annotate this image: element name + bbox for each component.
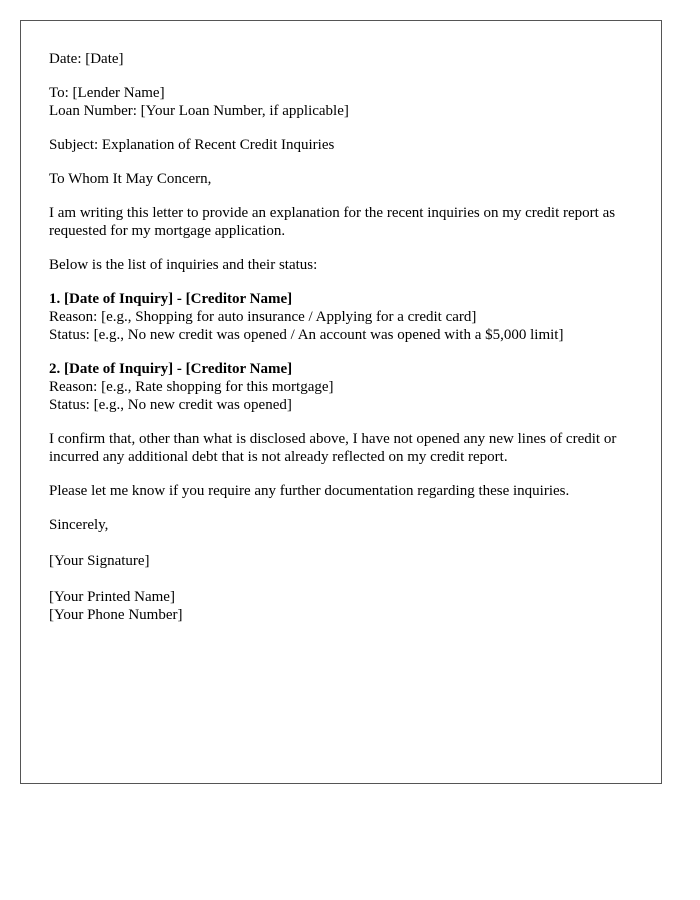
inquiry-reason: Reason: [e.g., Rate shopping for this mortgage] [49, 379, 334, 395]
inquiry-item [49, 290, 633, 344]
request-paragraph: Please let me know if you require any further documentation regarding these inquiries. [49, 483, 570, 499]
signature: [Your Signature] [49, 553, 150, 569]
confirmation-paragraph: I confirm that, other than what is disclosed above, I have not opened any new lines of credit or incurred any additional debt that is not already reflected on my credit report. [49, 431, 617, 465]
intro-paragraph: I am writing this letter to provide an explanation for the recent inquiries on my credit report as requested for my mortgage application. [49, 205, 616, 239]
closing: Sincerely, [49, 517, 109, 533]
loan-number-line: Loan Number: [Your Loan Number, if applicable] [49, 103, 349, 119]
phone-number: [Your Phone Number] [49, 607, 183, 623]
to-line: To: [Lender Name] [49, 85, 165, 101]
sender-block [49, 588, 633, 624]
inquiry-status: Status: [e.g., No new credit was opened] [49, 397, 292, 413]
subject-line: Subject: Explanation of Recent Credit Inquiries [49, 137, 335, 153]
date-line: Date: [Date] [49, 51, 124, 67]
inquiry-item [49, 360, 633, 414]
letter-document [20, 20, 662, 784]
inquiry-heading: 2. [Date of Inquiry] - [Creditor Name] [49, 361, 293, 377]
inquiry-reason: Reason: [e.g., Shopping for auto insurance / Applying for a credit card] [49, 309, 477, 325]
inquiry-heading: 1. [Date of Inquiry] - [Creditor Name] [49, 291, 293, 307]
recipient-block [49, 84, 633, 120]
list-intro: Below is the list of inquiries and their status: [49, 257, 318, 273]
printed-name: [Your Printed Name] [49, 589, 175, 605]
salutation: To Whom It May Concern, [49, 171, 212, 187]
inquiry-status: Status: [e.g., No new credit was opened / An account was opened with a $5,000 limit] [49, 327, 564, 343]
